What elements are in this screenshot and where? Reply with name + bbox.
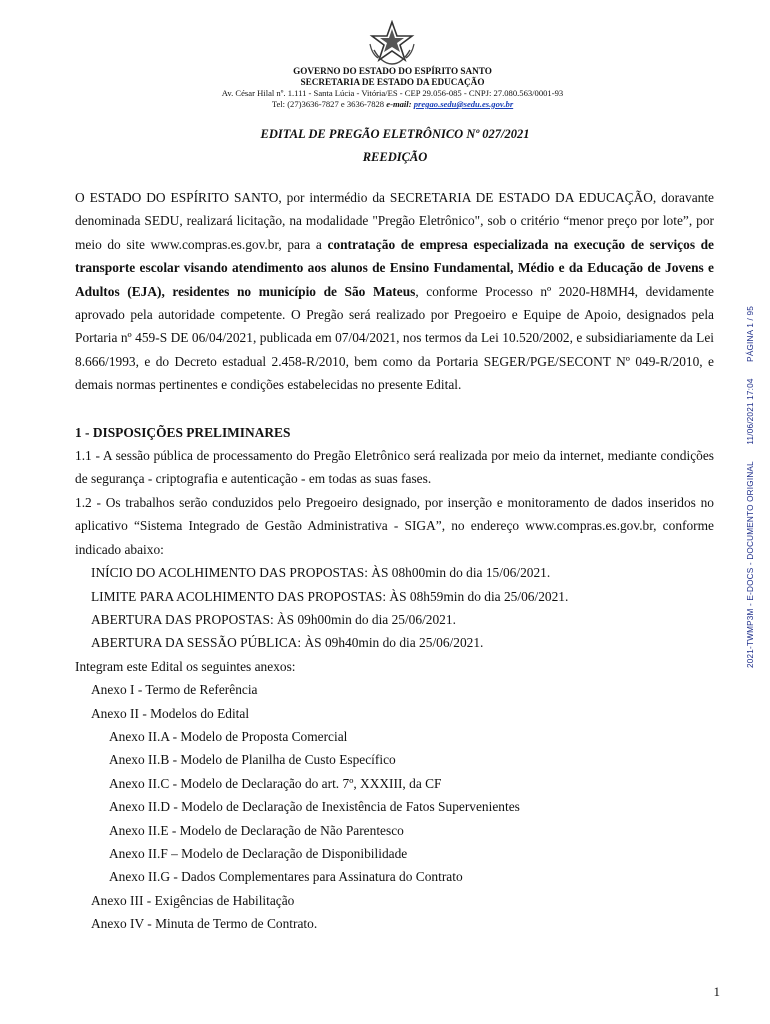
item-1-1: 1.1 - A sessão pública de processamento do Pregão Eletrônico será realizada por meio da internet, mediante condições de segurança - criptografia e autenticação - em todas as suas fases. <box>75 448 714 487</box>
annex-sub-item: Anexo II.C - Modelo de Declaração do art. 7º, XXXIII, da CF <box>109 775 442 791</box>
schedule-item: ABERTURA DAS PROPOSTAS: ÀS 09h00min do dia 25/06/2021. <box>91 611 456 627</box>
stamp-page: PÁGINA 1 / 95 <box>746 305 755 362</box>
header-contact <box>140 99 645 109</box>
header-email-label: e-mail: <box>386 99 412 109</box>
page-number: 1 <box>713 984 720 999</box>
section-1-title: 1 - DISPOSIÇÕES PRELIMINARES <box>75 424 291 440</box>
schedule-item: INÍCIO DO ACOLHIMENTO DAS PROPOSTAS: ÀS 08h00min do dia 15/06/2021. <box>91 565 551 581</box>
annex-sub-item: Anexo II.F – Modelo de Declaração de Disponibilidade <box>109 845 408 861</box>
annex-intro: Integram este Edital os seguintes anexos: <box>75 658 296 674</box>
annex-item: Anexo IV - Minuta de Termo de Contrato. <box>91 916 318 932</box>
annex-item: Anexo II - Modelos do Edital <box>91 705 250 721</box>
document-subtitle: REEDIÇÃO <box>362 150 428 164</box>
edocs-side-stamp <box>746 292 755 668</box>
annex-item: Anexo III - Exigências de Habilitação <box>91 892 295 908</box>
spacer <box>75 397 714 421</box>
intro-text-1: O ESTADO DO ESPÍRITO SANTO, por intermédio da SECRETARIA DE ESTADO DA EDUCAÇÃO, doravante denominada SEDU, realizará licitação, na modalidade "Pregão Eletrônico", sob o critério “menor preço por lote”, por meio do site www.compras.es.gov.br, para a <box>75 190 714 252</box>
item-1-2: 1.2 - Os trabalhos serão conduzidos pelo Pregoeiro designado, por inserção e monitoramento de dados inseridos no aplicativo “Sistema Integrado de Gestão Administrativa - SIGA”, no endereço www.compras.es.gov.br, conforme indicado abaixo: <box>75 494 714 557</box>
header-address: Av. César Hilal nº. 1.111 - Santa Lúcia - Vitória/ES - CEP 29.056-085 - CNPJ: 27.080.563/0001-93 <box>221 88 564 98</box>
header-government: GOVERNO DO ESTADO DO ESPÍRITO SANTO <box>293 66 492 76</box>
annex-sub-item: Anexo II.B - Modelo de Planilha de Custo Específico <box>109 752 396 768</box>
header-phone: Tel: (27)3636-7827 e 3636-7828 <box>271 99 385 109</box>
annex-sub-item: Anexo II.G - Dados Complementares para Assinatura do Contrato <box>109 869 463 885</box>
coat-of-arms-icon <box>366 20 418 66</box>
annex-sub-item: Anexo II.E - Modelo de Declaração de Não Parentesco <box>109 822 404 838</box>
document-body <box>75 186 714 936</box>
schedule-item: LIMITE PARA ACOLHIMENTO DAS PROPOSTAS: ÀS 08h59min do dia 25/06/2021. <box>91 588 569 604</box>
intro-object-bold: contratação de empresa especializada na execução de serviços de transporte escolar visando atendimento aos alunos de Ensino Fundamental, Médio e da Educação de Jovens e Adultos (EJA), residentes no município de São Mateus <box>75 236 714 299</box>
intro-paragraph <box>75 186 714 397</box>
intro-text-2: , conforme Processo nº 2020-H8MH4, devidamente aprovado pela autoridade competente. O Pregão será realizado por Pregoeiro e Equipe de Apoio, designados pela Portaria nº 459-S DE 06/04/2021, publicada em 07/04/2021, nos termos da Lei 10.520/2002, e subsidiariamente da Lei 8.666/1993, e do Decreto estadual 2.458-R/2010, bem como da Portaria SEGER/PGE/SECONT Nº 049-R/2010, e demais normas pertinentes e condições estabelecidas no presente Edital. <box>75 283 714 393</box>
header-secretariat: SECRETARIA DE ESTADO DA EDUCAÇÃO <box>300 77 485 87</box>
annex-sub-item: Anexo II.A - Modelo de Proposta Comercial <box>109 728 348 744</box>
header-email-link[interactable]: pregao.sedu@sedu.es.gov.br <box>413 99 514 109</box>
annex-sub-item: Anexo II.D - Modelo de Declaração de Inexistência de Fatos Supervenientes <box>109 799 520 815</box>
annex-item: Anexo I - Termo de Referência <box>91 682 258 698</box>
schedule-item: ABERTURA DA SESSÃO PÚBLICA: ÀS 09h40min do dia 25/06/2021. <box>91 635 484 651</box>
stamp-code: 2021-TWMP3M - E-DOCS - DOCUMENTO ORIGINAL <box>746 461 755 668</box>
stamp-datetime: 11/06/2021 17:04 <box>746 378 755 445</box>
document-title: EDITAL DE PREGÃO ELETRÔNICO Nº 027/2021 <box>260 127 530 141</box>
